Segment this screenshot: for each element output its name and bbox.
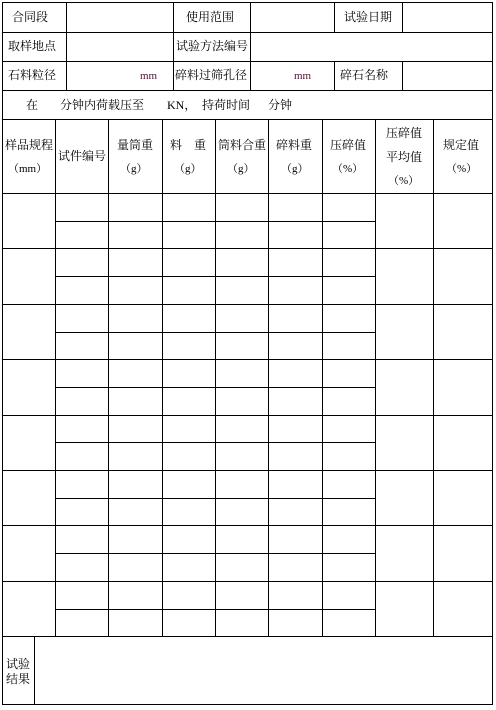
r2-div-3	[250, 32, 251, 61]
sieve-unit: mm	[294, 70, 312, 82]
test-date-label: 试验日期	[344, 10, 393, 24]
group-row-divider	[2, 525, 493, 526]
load-mid-2: 持荷时间	[202, 98, 251, 112]
sieve-label: 碎料过筛孔径	[175, 68, 248, 82]
sub-row-divider	[55, 221, 376, 222]
group-row-divider	[2, 636, 493, 637]
load-suffix: 分钟	[268, 98, 293, 112]
crushing-value-test-form	[2, 2, 493, 705]
crushed-stone-name-label: 碎石名称	[340, 68, 389, 82]
group-row-divider	[2, 581, 493, 582]
col-header-sample-spec-unit: （mm）	[8, 163, 48, 175]
r1-div-5	[402, 2, 403, 32]
col-header-material-weight-unit: （g）	[174, 163, 202, 175]
header-row-3-bottom	[2, 90, 493, 91]
col-header-combined-weight-unit: （g）	[227, 163, 255, 175]
r1-div-2	[173, 2, 174, 32]
group-row-divider	[2, 359, 493, 360]
border-top	[2, 2, 493, 3]
r1-div-4	[334, 2, 335, 32]
load-unit: KN，	[167, 98, 197, 112]
col-header-material-weight: 料 重	[170, 138, 207, 152]
sub-row-divider	[55, 332, 376, 333]
r1-div-3	[250, 2, 251, 32]
sub-row-divider	[55, 442, 376, 443]
border-right	[492, 2, 493, 705]
group-row-divider	[2, 304, 493, 305]
sub-row-divider	[55, 553, 376, 554]
header-row-2-bottom	[2, 61, 493, 62]
group-row-divider	[2, 415, 493, 416]
col-div-5	[268, 119, 269, 636]
r3-div-2	[173, 61, 174, 90]
border-left	[2, 2, 3, 705]
r1-div-1	[66, 2, 67, 32]
usage-label: 使用范围	[186, 10, 235, 24]
sub-row-divider	[55, 276, 376, 277]
col-div-2	[108, 119, 109, 636]
result-label-2: 结果	[6, 672, 31, 686]
col-div-7	[375, 119, 376, 636]
column-header-bottom	[2, 193, 493, 194]
load-prefix: 在	[26, 98, 39, 112]
col-header-sample-spec: 样品规程	[5, 138, 54, 152]
sub-row-divider	[55, 387, 376, 388]
col-header-cylinder-weight: 量筒重	[117, 138, 154, 152]
sub-row-divider	[55, 498, 376, 499]
r3-div-5	[402, 61, 403, 90]
r3-div-1	[66, 61, 67, 90]
col-header-combined-weight: 筒料合重	[218, 138, 267, 152]
col-header-avg-crushing-value-2: 平均值	[386, 150, 423, 164]
col-div-1	[55, 119, 56, 636]
col-header-specified-value: 规定值	[443, 138, 480, 152]
col-header-specimen-no: 试件编号	[58, 149, 107, 163]
sampling-location-label: 取样地点	[8, 39, 57, 53]
col-div-8	[433, 119, 434, 636]
col-header-specified-value-unit: （%）	[446, 163, 478, 175]
border-bottom	[2, 704, 493, 705]
col-header-avg-crushing-value: 压碎值	[386, 126, 423, 140]
test-method-code-label: 试验方法编号	[176, 39, 249, 53]
result-label-div	[34, 636, 35, 704]
load-row-bottom	[2, 119, 493, 120]
load-mid-1: 分钟内荷载压至	[60, 98, 145, 112]
col-div-6	[322, 119, 323, 636]
header-row-1-bottom	[2, 32, 493, 33]
sub-row-divider	[55, 609, 376, 610]
col-header-avg-crushing-value-unit: （%）	[388, 175, 420, 187]
r3-div-3	[250, 61, 251, 90]
stone-size-unit: mm	[140, 70, 158, 82]
r2-div-1	[66, 32, 67, 61]
r3-div-4	[334, 61, 335, 90]
col-header-cylinder-weight-unit: （g）	[120, 163, 148, 175]
col-header-crushing-value-unit: （%）	[332, 163, 364, 175]
col-div-3	[162, 119, 163, 636]
group-row-divider	[2, 248, 493, 249]
r2-div-2	[173, 32, 174, 61]
group-row-divider	[2, 470, 493, 471]
section-label: 合同段	[12, 10, 49, 24]
col-header-crushed-weight-unit: （g）	[281, 163, 309, 175]
col-header-crushing-value: 压碎值	[330, 138, 367, 152]
col-div-4	[215, 119, 216, 636]
result-label-1: 试验	[6, 657, 31, 671]
col-header-crushed-weight: 碎料重	[276, 138, 313, 152]
stone-size-label: 石料粒径	[8, 68, 57, 82]
